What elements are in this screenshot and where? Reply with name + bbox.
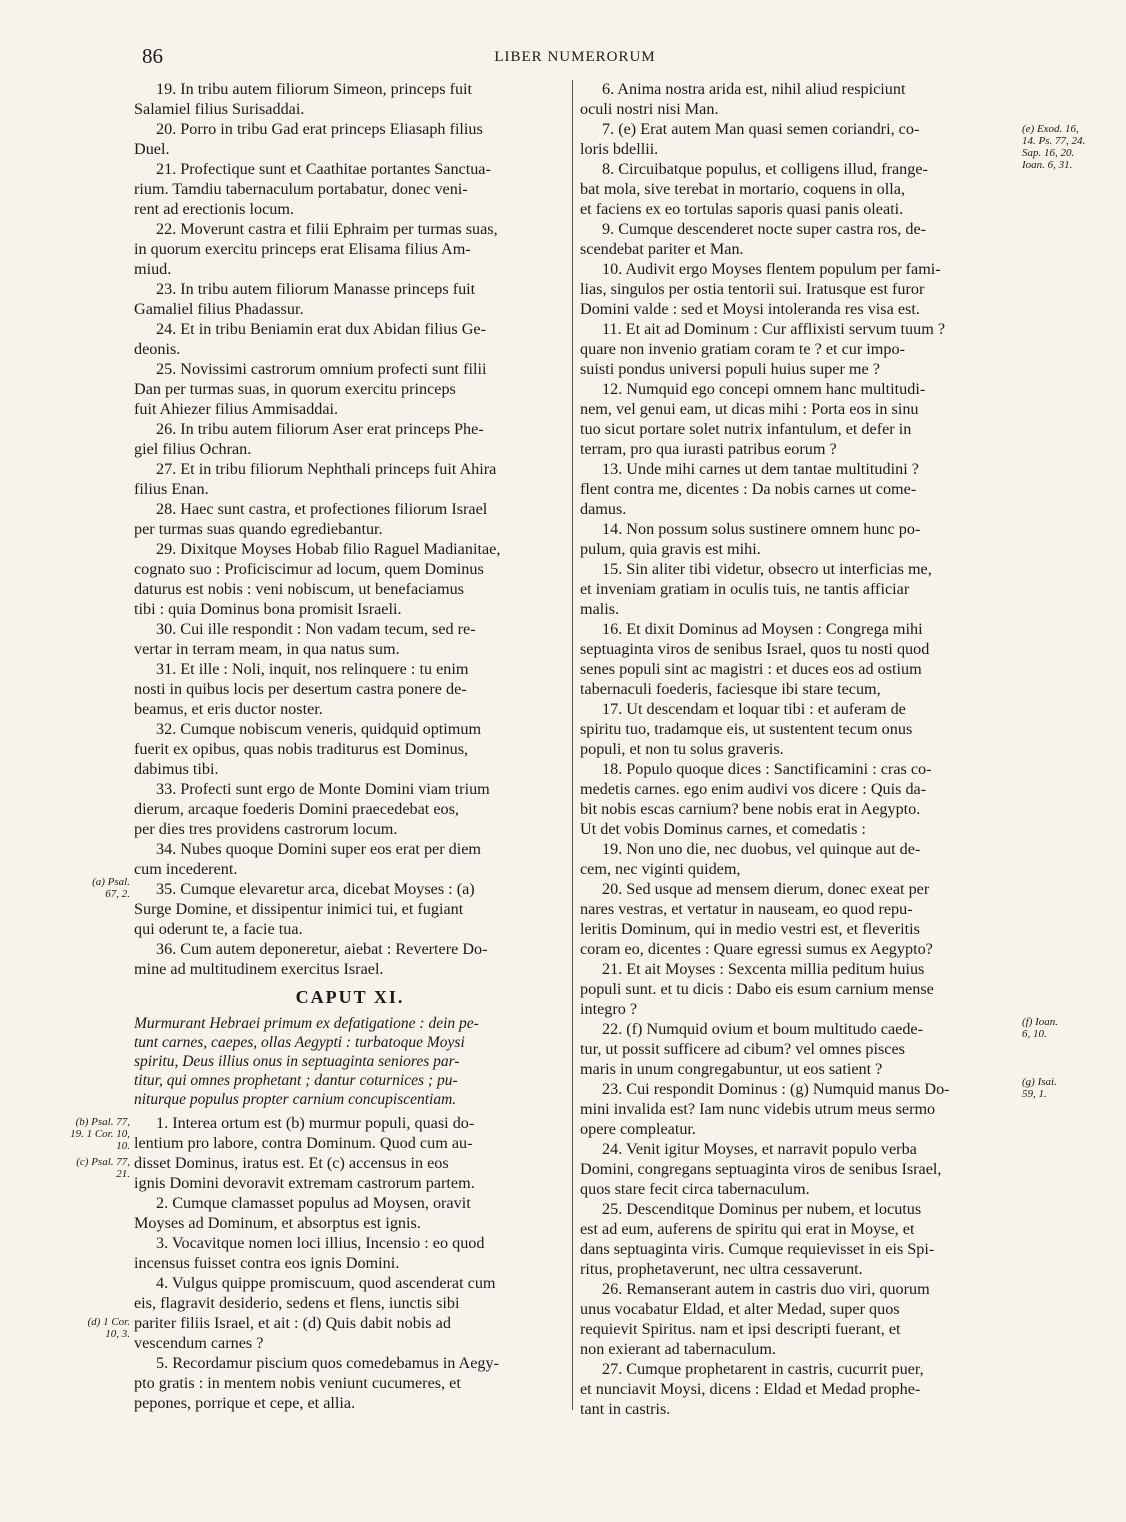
margin-note-a: (a) Psal. 67, 2. [92,876,130,900]
verse: 22. (f) Numquid ovium et boum multitudo caede- tur, ut possit sufficere ad cibum? vel omnes pisces maris in unum congregabuntur, ut eos satient ? [580,1020,923,1078]
verse: 33. Profecti sunt ergo de Monte Domini viam trium dierum, arcaque foederis Domini praecedebat eos, per dies tres providens castrorum locum. [134,780,490,838]
chapter-title: CAPUT XI. [295,987,405,1007]
right-column [580,79,1012,1419]
verse: 18. Populo quoque dices : Sanctificamini : cras co- medetis carnes. ego enim audivi vos dicere : Quis da- bit nobis escas carnium? bene nobis erat in Aegypto. Ut det vobis Dominus carnes, et comedatis : [580,760,932,838]
verse: 21. Et ait Moyses : Sexcenta millia peditum huius populi sunt. et tu dicis : Dabo eis esum carnium mense integro ? [580,960,934,1018]
verse: 17. Ut descendam et loquar tibi : et auferam de spiritu tuo, tradamque eis, ut sustentent tecum onus populi, et non tu solus graveris. [580,700,913,758]
verse: 7. (e) Erat autem Man quasi semen coriandri, co- loris bdellii. [580,120,920,158]
verse: 2. Cumque clamasset populus ad Moysen, oravit Moyses ad Dominum, et absorptus est ignis. [134,1194,471,1232]
verse: 26. In tribu autem filiorum Aser erat princeps Phe- giel filius Ochran. [134,420,484,458]
verse: 21. Profectique sunt et Caathitae portantes Sanctua- rium. Tamdiu tabernaculum portabatur, donec veni- rent ad erectionis locum. [134,160,491,218]
left-column [134,79,566,1413]
verse: 19. In tribu autem filiorum Simeon, princeps fuit Salamiel filius Surisaddai. [134,80,473,118]
verse: 25. Descenditque Dominus per nubem, et locutus est ad eum, auferens de spiritu qui erat in Moyse, et dans septuaginta viris. Cumque requievisset in eis Spi- ritus, prophetaverunt, nec ultra cessaverunt. [580,1200,935,1278]
verse: 20. Porro in tribu Gad erat princeps Eliasaph filius Duel. [134,120,483,158]
column-divider [572,80,573,1410]
verse: 4. Vulgus quippe promiscuum, quod ascenderat cum eis, flagravit desiderio, sedens et flens, iunctis sibi pariter filiis Israel, et ait : (d) Quis dabit nobis ad vescendum carnes ? [134,1274,496,1352]
verse: 24. Et in tribu Beniamin erat dux Abidan filius Ge- deonis. [134,320,486,358]
verse: 14. Non possum solus sustinere omnem hunc po- pulum, quia gravis est mihi. [580,520,921,558]
verse: 26. Remanserant autem in castris duo viri, quorum unus vocabatur Eldad, et alter Medad, super quos requievit Spiritus. nam et ipsi descripti fuerant, et non exierant ad tabernaculum. [580,1280,930,1358]
verse: 29. Dixitque Moyses Hobab filio Raguel Madianitae, cognato suo : Proficiscimur ad locum, quem Dominus daturus est nobis : veni nobiscum, ut benefaciamus tibi : quia Dominus bona promisit Israeli. [134,540,501,618]
running-title: LIBER NUMERORUM [494,49,656,65]
verse: 5. Recordamur piscium quos comedebamus in Aegy- pto gratis : in mentem nobis veniunt cucumeres, et pepones, porrique et cepe, et allia. [134,1354,500,1412]
verse: 3. Vocavitque nomen loci illius, Incensio : eo quod incensus fuisset contra eos ignis Domini. [134,1234,485,1272]
verse: 9. Cumque descenderet nocte super castra ros, de- scendebat pariter et Man. [580,220,927,258]
verse: 30. Cui ille respondit : Non vadam tecum, sed re- vertar in terram meam, in qua natus sum. [134,620,476,658]
verse: 11. Et ait ad Dominum : Cur afflixisti servum tuum ? quare non invenio gratiam coram te ? et cur impo- suisti pondus universi populi huius super me ? [580,320,946,378]
verse: 36. Cum autem deponeretur, aiebat : Revertere Do- mine ad multitudinem exercitus Israel. [134,940,488,978]
verse: 23. Cui respondit Dominus : (g) Numquid manus Do- mini invalida est? Iam nunc videbis utrum meus sermo opere compleatur. [580,1080,950,1138]
verse: 27. Et in tribu filiorum Nephthali princeps fuit Ahira filius Enan. [134,460,497,498]
verse: 31. Et ille : Noli, inquit, nos relinquere : tu enim nosti in quibus locis per desertum castra ponere de- beamus, et eris ductor noster. [134,660,469,718]
verse: 19. Non uno die, nec duobus, vel quinque aut de- cem, nec viginti quidem, [580,840,921,878]
verse: 25. Novissimi castrorum omnium profecti sunt filii Dan per turmas suas, in quorum exercitu princeps fuit Ahiezer filius Ammisaddai. [134,360,487,418]
verse: 23. In tribu autem filiorum Manasse princeps fuit Gamaliel filius Phadassur. [134,280,476,318]
verse: 28. Haec sunt castra, et profectiones filiorum Israel per turmas suas quando egrediebantur. [134,500,488,538]
margin-note-e: (e) Exod. 16, 14. Ps. 77, 24. Sap. 16, 20. Ioan. 6, 31. [1022,123,1086,171]
verse: 15. Sin aliter tibi videtur, obsecro ut interficias me, et inveniam gratiam in oculis tuis, ne tantis afficiar malis. [580,560,932,618]
page-number: 86 [142,44,163,68]
verse: 10. Audivit ergo Moyses flentem populum per fami- lias, singulos per ostia tentorii sui. Iratusque est furor Domini valde : sed et Moysi intoleranda res visa est. [580,260,941,318]
verse: 22. Moverunt castra et filii Ephraim per turmas suas, in quorum exercitu princeps erat Elisama filius Am- miud. [134,220,498,278]
margin-note-d: (d) 1 Cor. 10, 3. [87,1316,130,1340]
verse: 1. Interea ortum est (b) murmur populi, quasi do- lentium pro labore, contra Dominum. Quod cum au- disset Dominus, iratus est. Et (c) accensus in eos ignis Domini devoravit extremam castrorum partem. [134,1114,475,1192]
verse: 34. Nubes quoque Domini super eos erat per diem cum incederent. [134,840,482,878]
margin-note-b: (b) Psal. 77, 19. 1 Cor. 10, 10. [70,1116,130,1152]
chapter-summary: Murmurant Hebraei primum ex defatigatione : dein pe- tunt carnes, caepes, ollas Aegypti : turbatoque Moysi spiritu, Deus illius onus in septuaginta seniores par- titur, qui omnes prophetant ; dantur coturnices ; pu- niturque populus propter carnium concupiscentiam. [134,1015,479,1108]
verse: 32. Cumque nobiscum veneris, quidquid optimum fuerit ex opibus, quas nobis traditurus est Dominus, dabimus tibi. [134,720,482,778]
verse: 12. Numquid ego concepi omnem hanc multitudi- nem, vel genui eam, ut dicas mihi : Porta eos in sinu tuo sicut portare solet nutrix infantulum, et defer in terram, pro qua iurasti patribus eorum ? [580,380,926,458]
verse: 8. Circuibatque populus, et colligens illud, frange- bat mola, sive terebat in mortario, coquens in olla, et faciens ex eo tortulas saporis quasi panis oleati. [580,160,928,218]
verse: 24. Venit igitur Moyses, et narravit populo verba Domini, congregans septuaginta viros de senibus Israel, quos stare fecit circa tabernaculum. [580,1140,942,1198]
verse: 27. Cumque prophetarent in castris, cucurrit puer, et nunciavit Moysi, dicens : Eldad et Medad prophe- tant in castris. [580,1360,924,1418]
verse: 6. Anima nostra arida est, nihil aliud respiciunt oculi nostri nisi Man. [580,80,906,118]
verse: 16. Et dixit Dominus ad Moysen : Congrega mihi septuaginta viros de senibus Israel, quos tu nosti quod senes populi sint ac magistri : et duces eos ad ostium tabernaculi foederis, faciesque ibi stare tecum, [580,620,930,698]
verse: 20. Sed usque ad mensem dierum, donec exeat per nares vestras, et vertatur in nauseam, eo quod repu- leritis Dominum, qui in medio vestri est, et fleveritis coram eo, dicentes : Quare egressi sumus ex Aegypto? [580,880,933,958]
margin-note-g: (g) Isai. 59, 1. [1022,1076,1057,1100]
verse: 13. Unde mihi carnes ut dem tantae multitudini ? flent contra me, dicentes : Da nobis carnes ut come- damus. [580,460,919,518]
margin-note-f: (f) Ioan. 6, 10. [1022,1016,1059,1040]
verse: 35. Cumque elevaretur arca, dicebat Moyses : (a) Surge Domine, et dissipentur inimici tui, et fugiant qui oderunt te, a facie tua. [134,880,475,938]
margin-note-c: (c) Psal. 77, 21. [76,1156,130,1180]
page-header [136,44,1014,70]
